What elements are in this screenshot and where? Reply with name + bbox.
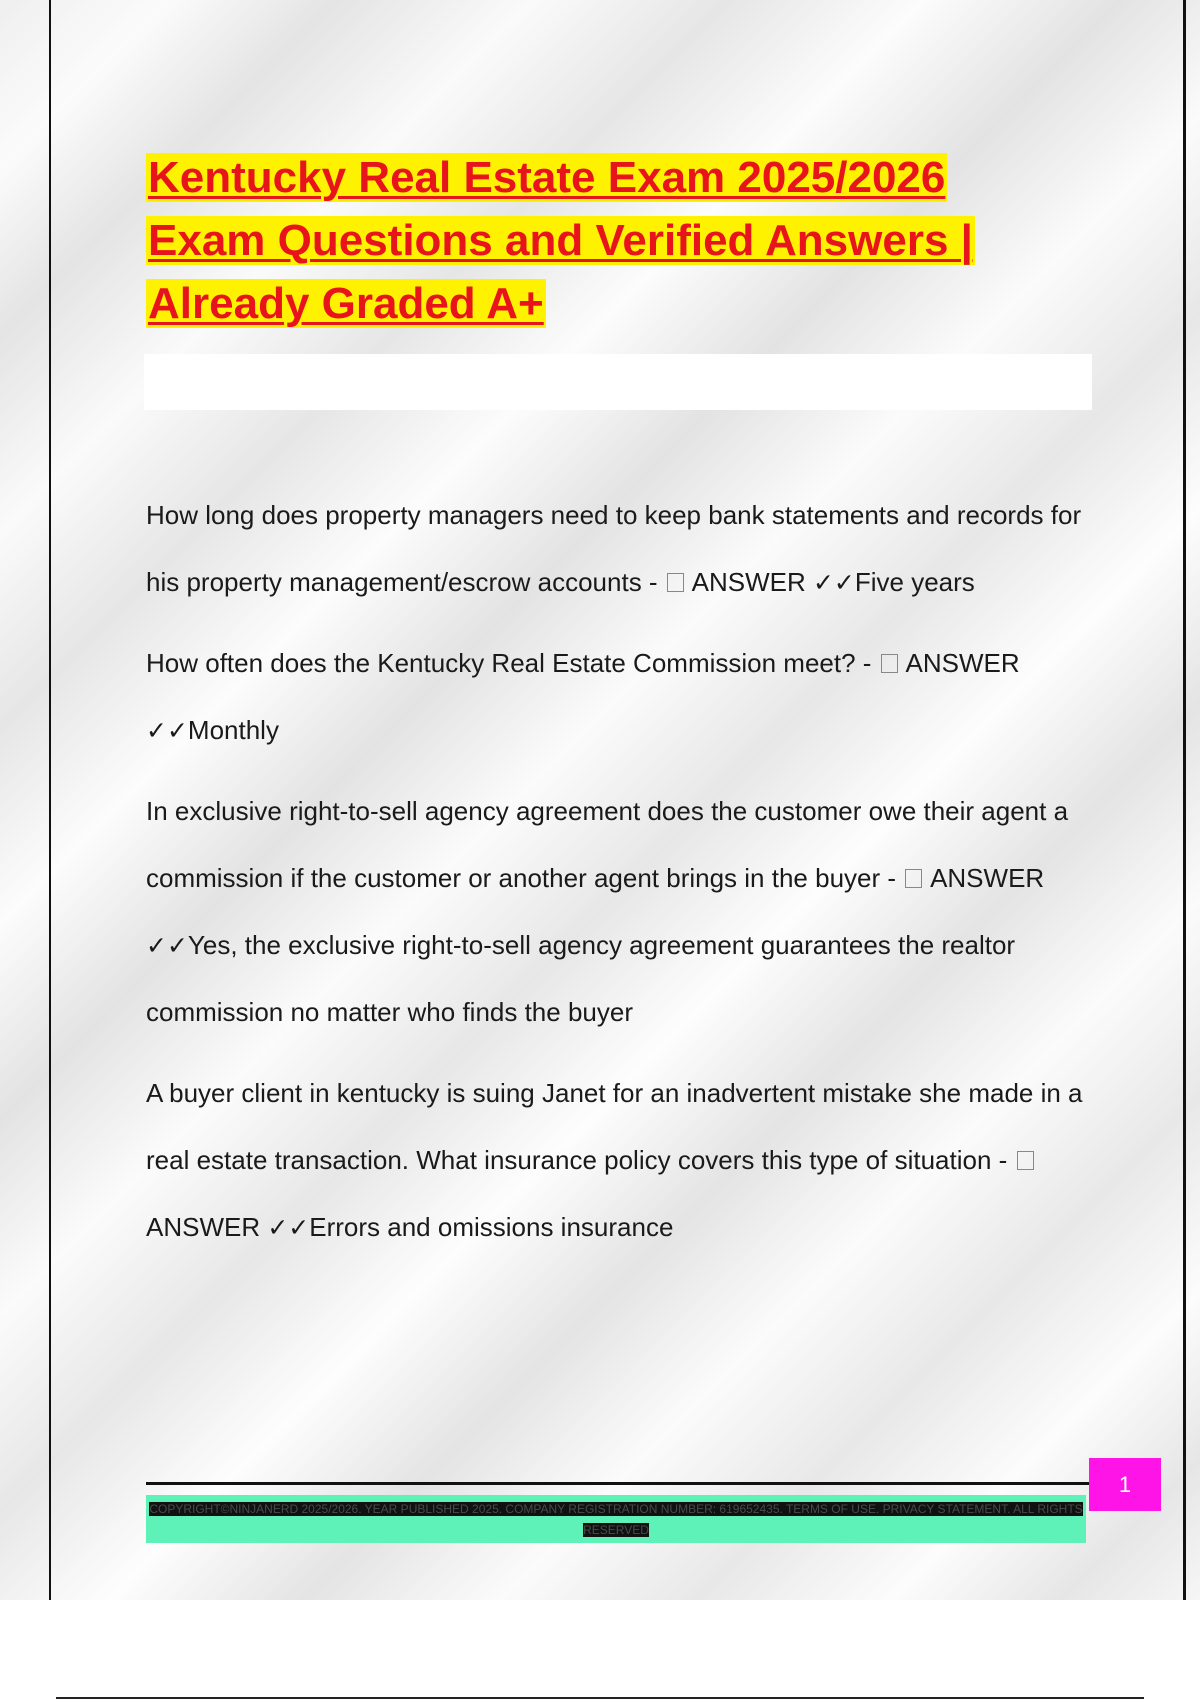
answer-text: Errors and omissions insurance	[309, 1212, 674, 1242]
answer-text: Five years	[854, 567, 975, 597]
double-check-icon: ✓✓	[267, 1213, 310, 1242]
double-check-icon: ✓✓	[146, 931, 188, 960]
question-text: A buyer client in kentucky is suing Janet for an inadvertent mistake she made in a real estate transaction. What insurance policy covers this type of situation -	[146, 1078, 1083, 1175]
answer-marker: ANSWER	[691, 567, 806, 597]
checkbox-glyph-icon	[881, 654, 898, 673]
answer-marker: ANSWER	[146, 1212, 261, 1242]
page-border-right	[1183, 0, 1186, 1600]
copyright-text: COPYRIGHT©NINJANERD 2025/2026. YEAR PUBLISHED 2025. COMPANY REGISTRATION NUMBER: 619652435. TERMS OF USE. PRIVACY STATEMENT. ALL RIGHTS RESERVED	[149, 1502, 1083, 1537]
question-text: How long does property managers need to keep bank statements and records for his property management/escrow accounts -	[146, 500, 1082, 597]
page-number-badge: 1	[1089, 1458, 1161, 1511]
footer-divider	[146, 1482, 1090, 1485]
answer-text: Yes, the exclusive right-to-sell agency agreement guarantees the realtor commission no matter who finds the buyer	[146, 930, 1016, 1027]
document-title	[146, 146, 1106, 335]
qa-item	[146, 482, 1096, 616]
qa-item	[146, 1060, 1096, 1261]
double-check-icon: ✓✓	[812, 568, 855, 597]
answer-marker: ANSWER	[905, 648, 1020, 678]
checkbox-glyph-icon	[1017, 1151, 1034, 1170]
qa-list	[146, 482, 1096, 1275]
answer-text: Monthly	[187, 715, 279, 745]
copyright-banner	[146, 1495, 1086, 1543]
answer-marker: ANSWER	[930, 863, 1045, 893]
qa-item	[146, 630, 1096, 764]
checkbox-glyph-icon	[667, 573, 684, 592]
page-border-left	[49, 0, 51, 1600]
double-check-icon: ✓✓	[146, 716, 188, 745]
blank-band	[144, 354, 1092, 410]
question-text: How often does the Kentucky Real Estate Commission meet? -	[146, 648, 872, 678]
title-line: Already Graded A+	[148, 279, 544, 328]
checkbox-glyph-icon	[905, 869, 922, 888]
bottom-divider	[56, 1697, 1144, 1699]
qa-item	[146, 778, 1096, 1046]
question-text: In exclusive right-to-sell agency agreement does the customer owe their agent a commission if the customer or another agent brings in the buyer -	[146, 796, 1069, 893]
title-line: Kentucky Real Estate Exam 2025/2026	[148, 153, 946, 202]
title-line: Exam Questions and Verified Answers |	[148, 216, 973, 265]
